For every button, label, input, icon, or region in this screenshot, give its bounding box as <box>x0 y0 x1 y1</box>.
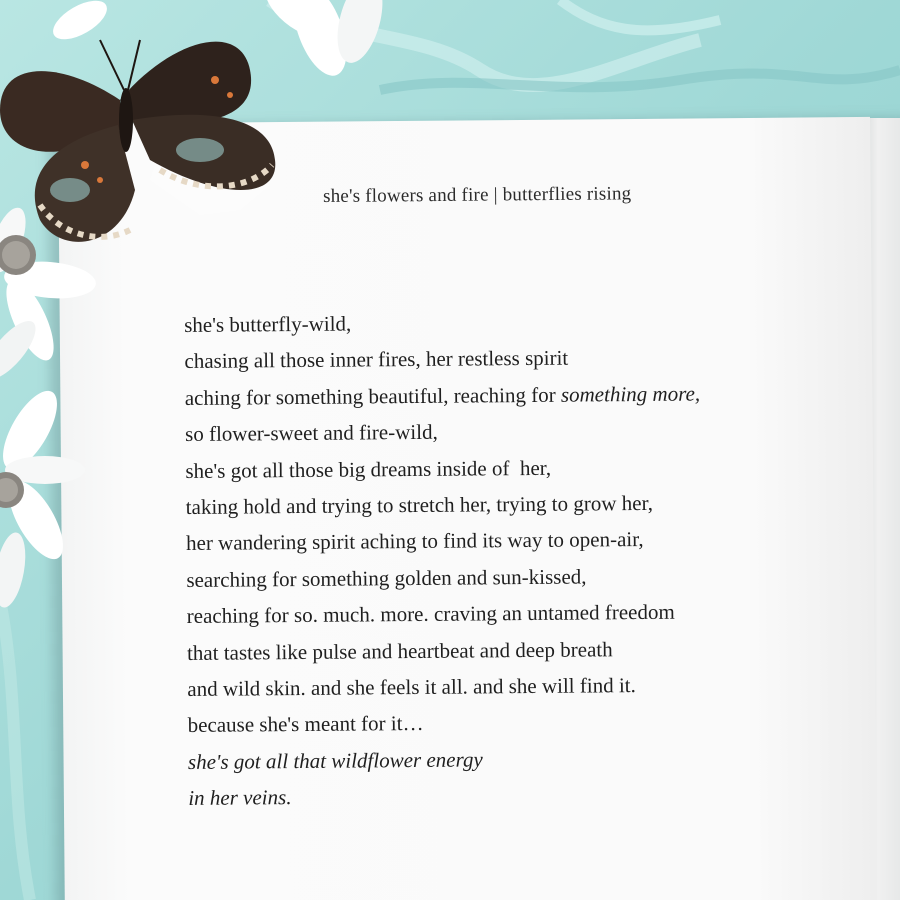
poem-line-italic: she's got all that wildflower energy <box>187 747 483 774</box>
poem-line: chasing all those inner fires, her restless spirit <box>184 346 569 374</box>
running-header <box>323 182 743 208</box>
poem-line: she's got all those big dreams inside of her, <box>185 455 552 483</box>
poem-line: reaching for so. much. more. craving an untamed freedom <box>186 599 675 629</box>
italic-emphasis: something more, <box>560 381 701 407</box>
poem-line: and wild skin. and she feels it all. and she will find it. <box>187 672 636 701</box>
poem-line: because she's meant for it… <box>187 711 424 738</box>
poem-line: she's butterfly-wild, <box>184 311 352 337</box>
poem-line: searching for something golden and sun-kissed, <box>186 564 587 592</box>
poem-line: aching for something beautiful, reaching for something more, <box>184 381 701 410</box>
poem-line: her wandering spirit aching to find its way to open-air, <box>185 527 644 556</box>
section-title: butterflies rising <box>502 183 632 206</box>
poem-line: taking hold and trying to stretch her, trying to grow her, <box>185 490 654 519</box>
poem-line: so flower-sweet and fire-wild, <box>185 419 438 447</box>
poem-line: that tastes like pulse and heartbeat and deep breath <box>186 636 613 665</box>
book-title: she's flowers and fire <box>323 184 489 207</box>
poem-text <box>184 301 848 816</box>
header-separator: | <box>493 184 498 206</box>
poem-line-italic: in her veins. <box>188 785 292 811</box>
